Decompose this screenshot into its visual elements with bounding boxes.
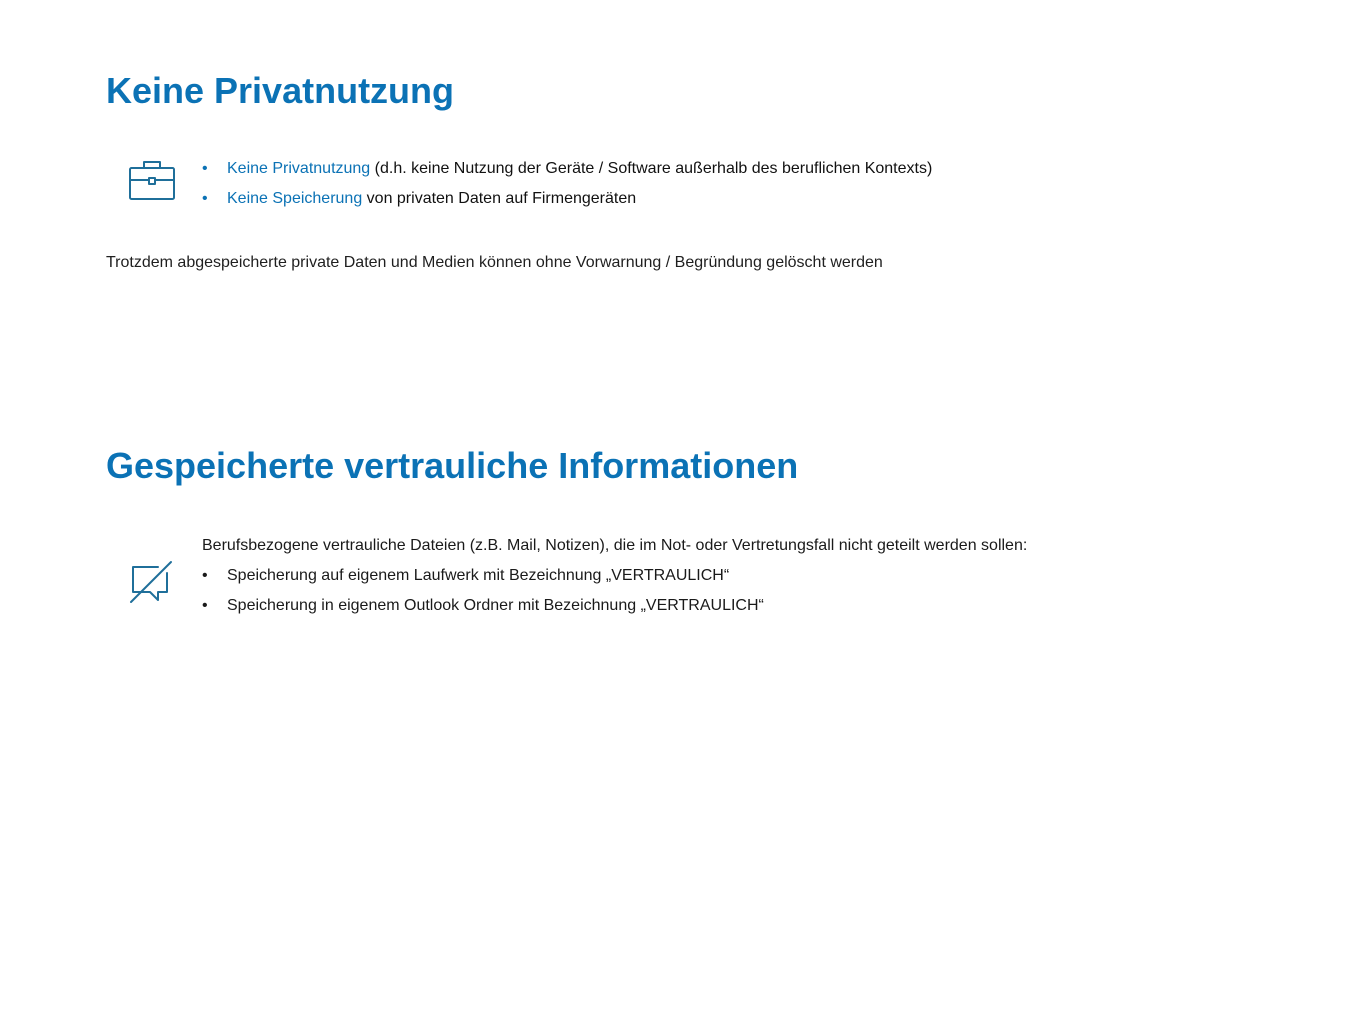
bullet-icon: •	[202, 190, 208, 207]
list-item-text: (d.h. keine Nutzung der Geräte / Software außerhalb des beruflichen Kontexts)	[370, 160, 933, 177]
list-item-highlight: Keine Speicherung	[227, 190, 363, 207]
section-title-privatnutzung: Keine Privatnutzung	[106, 70, 455, 111]
vertraulich-intro: Berufsbezogene vertrauliche Dateien (z.B. Mail, Notizen), die im Not- oder Vertretungsfall nicht geteilt werden sollen:	[202, 537, 1028, 554]
deletion-note: Trotzdem abgespeicherte private Daten und Medien können ohne Vorwarnung / Begründung gelöscht werden	[106, 254, 883, 271]
list-item	[202, 154, 932, 184]
bullet-icon: •	[202, 597, 208, 614]
vertraulich-block	[202, 531, 1027, 621]
list-item-highlight: Keine Privatnutzung	[227, 160, 371, 177]
privatnutzung-list	[202, 154, 932, 214]
bullet-icon: •	[202, 567, 208, 584]
list-item-text: von privaten Daten auf Firmengeräten	[362, 190, 637, 207]
bullet-icon: •	[202, 160, 208, 177]
list-item-text: Speicherung in eigenem Outlook Ordner mit Bezeichnung „VERTRAULICH“	[227, 597, 764, 614]
briefcase-icon	[128, 160, 176, 202]
section-title-vertrauliche-informationen: Gespeicherte vertrauliche Informationen	[106, 445, 799, 486]
list-item-text: Speicherung auf eigenem Laufwerk mit Bezeichnung „VERTRAULICH“	[227, 567, 730, 584]
list-item	[202, 184, 932, 214]
no-comment-icon	[128, 559, 174, 605]
list-item	[202, 561, 1027, 591]
list-item	[202, 591, 1027, 621]
